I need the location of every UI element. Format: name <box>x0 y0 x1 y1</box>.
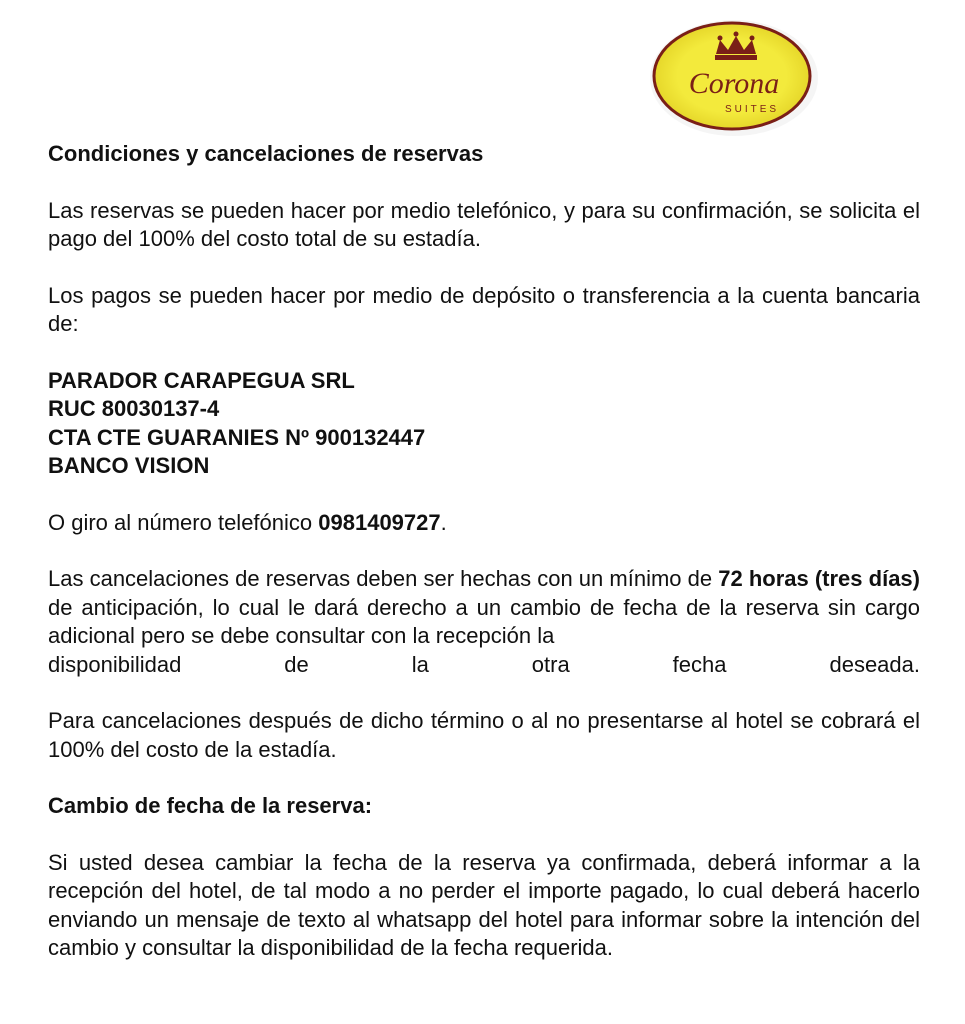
logo-brand: Corona <box>688 67 780 100</box>
cancel-prefix: Las cancelaciones de reservas deben ser hechas con un mínimo de <box>48 566 719 591</box>
giro-phone: 0981409727 <box>318 509 441 535</box>
giro-suffix: . <box>440 509 447 535</box>
paragraph-payments: Los pagos se pueden hacer por medio de depósito o transferencia a la cuenta bancaria de: <box>48 282 920 336</box>
bank-account: CTA CTE GUARANIES Nº 900132447 <box>48 424 426 450</box>
section-title-conditions: Condiciones y cancelaciones de reservas <box>48 141 484 166</box>
document-body <box>48 140 920 991</box>
bank-name: BANCO VISION <box>48 453 210 478</box>
bank-ruc: RUC 80030137-4 <box>48 396 220 421</box>
cancel-middle: de anticipación, lo cual le dará derecho a un cambio de fecha de la reserva sin cargo adicional pero se debe consultar con la recepción la <box>48 594 920 648</box>
section-title-date-change: Cambio de fecha de la reserva: <box>48 793 373 818</box>
bank-details <box>48 367 920 481</box>
bank-company: PARADOR CARAPEGUA SRL <box>48 367 355 393</box>
paragraph-date-change: Si usted desea cambiar la fecha de la reserva ya confirmada, deberá informar a la recepción del hotel, de tal modo a no perder el importe pagado, lo cual deberá hacerlo enviando un mensaje de texto al whatsapp del hotel para informar sobre la intención del cambio y consultar la disponibilidad de la fecha requerida. <box>48 849 920 960</box>
cancel-last-line: disponibilidad de la otra fecha deseada. <box>48 651 920 677</box>
corona-logo-graphic <box>648 18 823 138</box>
paragraph-giro <box>48 509 920 538</box>
cancel-deadline: 72 horas (tres días) <box>718 566 920 591</box>
corona-suites-logo <box>648 18 823 138</box>
giro-text: O giro al número telefónico <box>48 509 319 535</box>
paragraph-reservations: Las reservas se pueden hacer por medio telefónico, y para su confirmación, se solicita el pago del 100% del costo total de su estadía. <box>48 197 920 251</box>
logo-tagline: SUITES <box>724 104 780 115</box>
cancellation-body <box>48 565 920 651</box>
paragraph-no-show: Para cancelaciones después de dicho término o al no presentarse al hotel se cobrará el 100% del costo de la estadía. <box>48 708 920 762</box>
paragraph-cancellations <box>48 565 920 679</box>
